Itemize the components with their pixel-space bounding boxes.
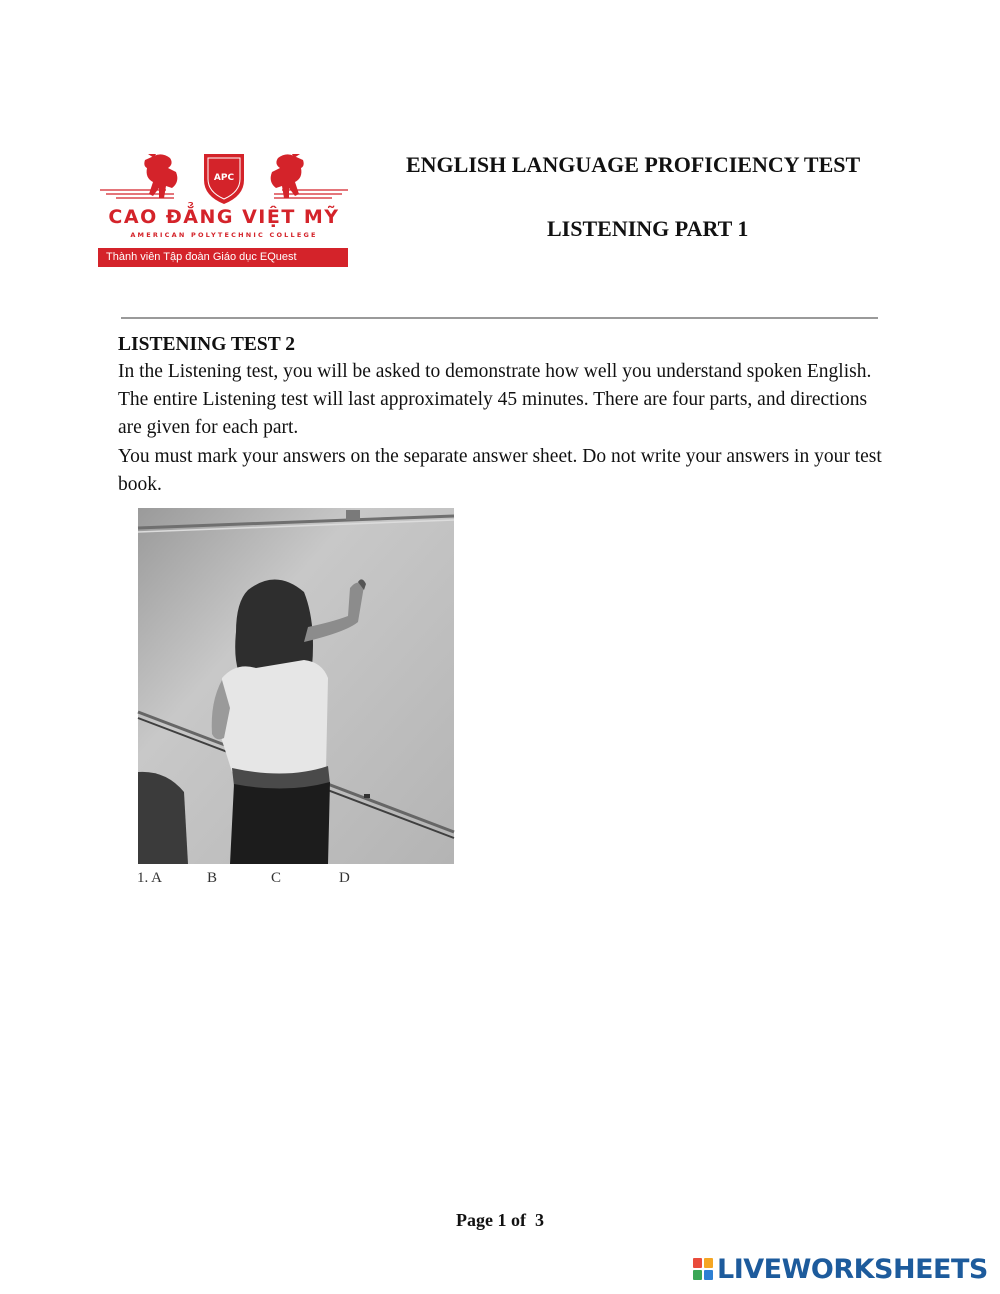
part-title: LISTENING PART 1 <box>547 216 749 241</box>
question-number: 1. A <box>137 870 163 886</box>
logo-member-line: Thành viên Tập đoàn Giáo dục EQuest <box>98 248 348 267</box>
logo-emblem <box>96 150 352 206</box>
liveworksheets-logo-icon <box>693 1258 715 1282</box>
choice-d: D <box>339 870 350 886</box>
woman-at-whiteboard-image <box>136 502 456 864</box>
logo-badge-text: APC <box>213 173 235 183</box>
instructions-paragraph-2: You must mark your answers on the separate answer sheet. Do not write your answers in your test book. <box>118 445 882 495</box>
choice-b: B <box>207 870 218 886</box>
instructions-section <box>118 331 888 499</box>
college-logo <box>96 150 352 270</box>
section-heading: LISTENING TEST 2 <box>118 334 296 355</box>
instructions-paragraph-1: In the Listening test, you will be asked to demonstrate how well you understand spoken English. The entire Listening test will last approximately 45 minutes. There are four parts, and directions are given for each part. <box>118 361 872 439</box>
liveworksheets-brand <box>693 1253 993 1287</box>
liveworksheets-wordmark: LIVEWORKSHEETS <box>717 1254 988 1285</box>
logo-college-subtitle: AMERICAN POLYTECHNIC COLLEGE <box>130 231 318 239</box>
choice-c: C <box>271 870 282 886</box>
page-number: Page 1 of 3 <box>456 1210 544 1230</box>
logo-college-name: CAO ĐẲNG VIỆT MỸ <box>108 206 340 228</box>
question-photo <box>136 502 456 864</box>
header-divider <box>121 317 878 319</box>
test-title: ENGLISH LANGUAGE PROFICIENCY TEST <box>406 152 861 177</box>
